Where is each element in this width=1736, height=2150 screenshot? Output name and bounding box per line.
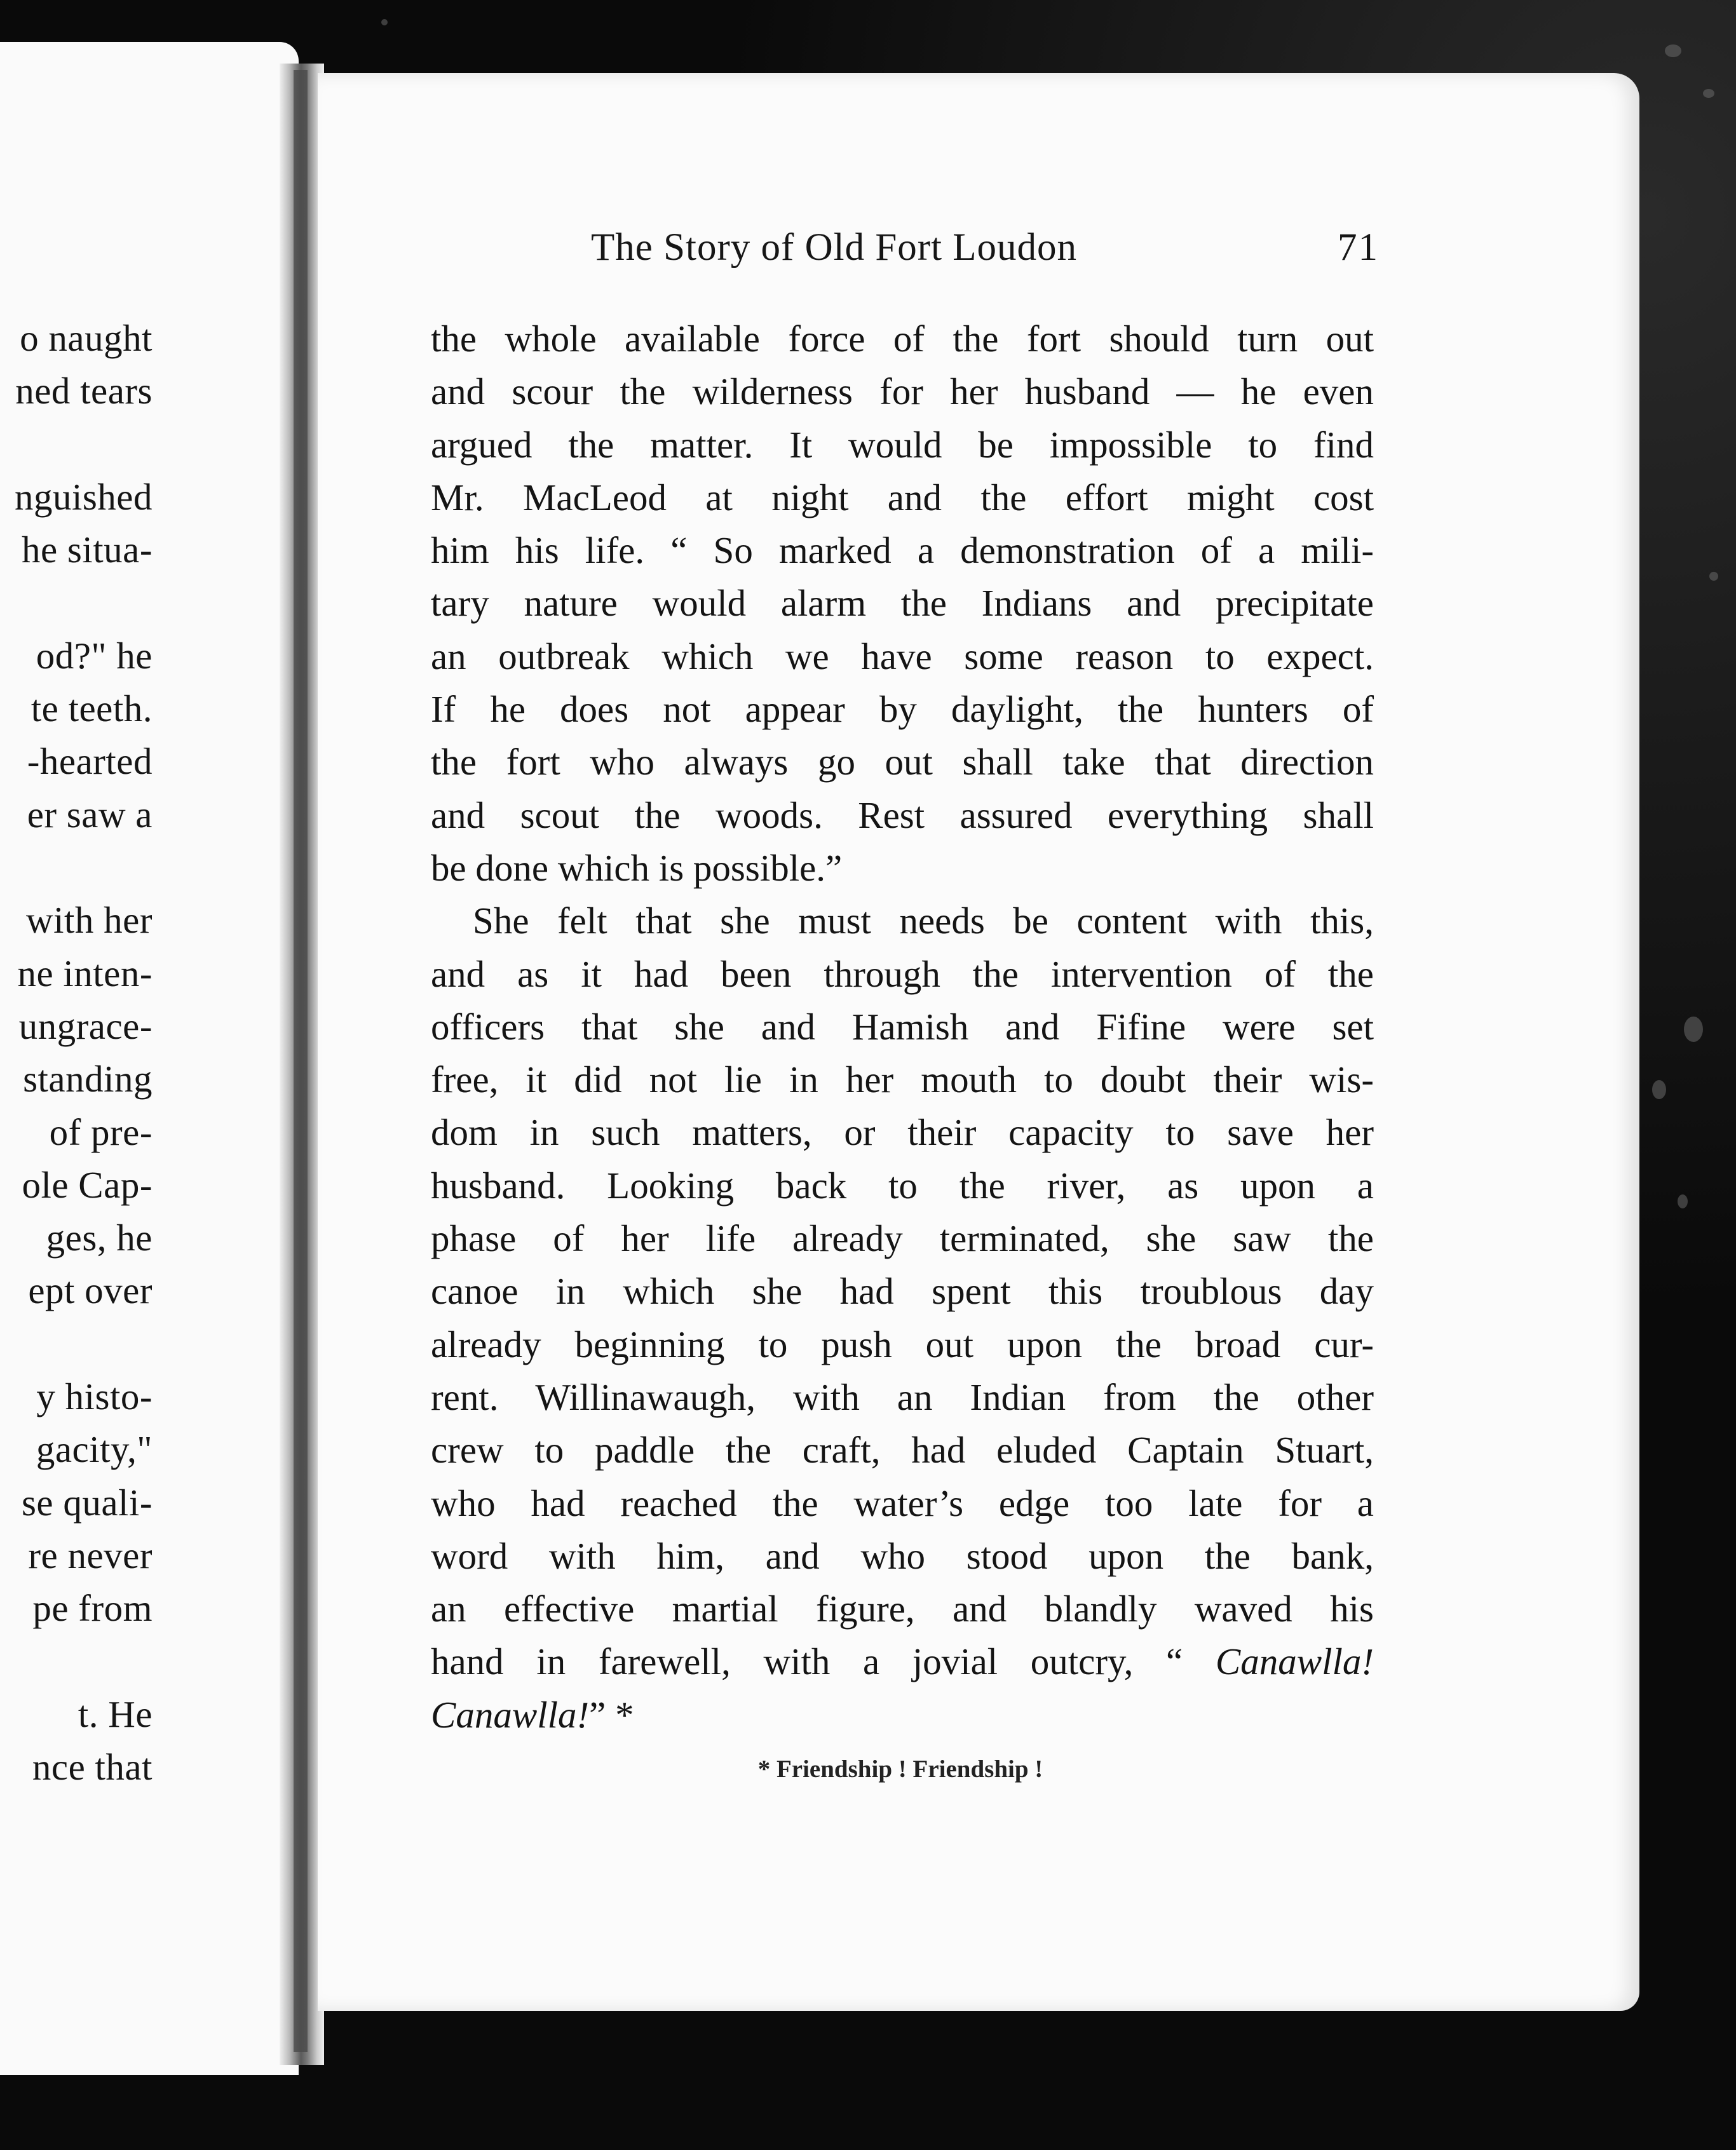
left-page-line: re never bbox=[28, 1534, 153, 1576]
left-page-line: standing bbox=[23, 1058, 153, 1100]
left-page-line: te teeth. bbox=[31, 687, 153, 730]
text-line: canoe in which she had spent this troublous day bbox=[431, 1270, 1374, 1313]
left-page-line: ned tears bbox=[15, 370, 153, 412]
text-line: be done which is possible.” bbox=[431, 846, 843, 889]
text-line-prefix: hand in farewell, with a jovial outcry, “ bbox=[431, 1640, 1216, 1683]
text-line: word with him, and who stood upon the bank, bbox=[431, 1534, 1374, 1577]
text-line: who had reached the water’s edge too late for a bbox=[431, 1482, 1374, 1524]
left-page-line: ne inten- bbox=[17, 952, 153, 994]
text-line: him his life. “ So marked a demonstration of a mili- bbox=[431, 529, 1374, 572]
text-line: crew to paddle the craft, had eluded Captain Stuart, bbox=[431, 1429, 1374, 1471]
text-line: dom in such matters, or their capacity to save her bbox=[431, 1111, 1374, 1154]
left-page-line: ungrace- bbox=[18, 1004, 153, 1047]
left-page-line: ges, he bbox=[46, 1217, 153, 1259]
text-line: husband. Looking back to the river, as upon a bbox=[431, 1164, 1374, 1207]
left-page-line: nce that bbox=[32, 1746, 153, 1788]
text-line: If he does not appear by daylight, the hunters of bbox=[431, 688, 1374, 731]
footnote bbox=[0, 1755, 1736, 1793]
left-page-line: o naught bbox=[20, 317, 153, 359]
text-line: Mr. MacLeod at night and the effort might cost bbox=[431, 476, 1374, 518]
left-page-line: -hearted bbox=[27, 740, 153, 783]
text-line bbox=[431, 1689, 1374, 1741]
text-line: the fort who always go out shall take that direction bbox=[431, 741, 1374, 783]
left-page-line: nguished bbox=[14, 475, 153, 518]
text-line: argued the matter. It would be impossible to find bbox=[431, 423, 1374, 466]
text-line: the whole available force of the fort should turn out bbox=[431, 318, 1374, 360]
footnote-text: * Friendship ! Friendship ! bbox=[757, 1755, 1043, 1783]
text-line: an outbreak which we have some reason to expect. bbox=[431, 635, 1374, 677]
left-page-line: er saw a bbox=[27, 793, 153, 835]
running-title: The Story of Old Fort Loudon bbox=[591, 226, 1078, 269]
text-line: phase of her life already terminated, she saw the bbox=[431, 1217, 1374, 1260]
left-page-line: od?" he bbox=[36, 634, 153, 677]
left-page-line: of pre- bbox=[49, 1111, 153, 1153]
italic-phrase: Canawlla! bbox=[1215, 1640, 1374, 1683]
text-line bbox=[431, 1635, 1374, 1688]
text-line: officers that she and Hamish and Fifine were set bbox=[431, 1005, 1374, 1048]
left-page-line: ept over bbox=[28, 1269, 153, 1312]
page-number: 71 bbox=[1338, 226, 1379, 269]
left-page-line: ole Cap- bbox=[22, 1163, 153, 1206]
text-line: rent. Willinawaugh, with an Indian from the other bbox=[431, 1376, 1374, 1418]
italic-phrase: Canawlla! bbox=[431, 1693, 590, 1736]
running-head bbox=[591, 226, 1379, 283]
text-line: and scour the wilderness for her husband — he even bbox=[431, 370, 1374, 413]
text-line: and as it had been through the intervention of the bbox=[431, 952, 1374, 995]
left-page-line: t. He bbox=[78, 1693, 153, 1735]
text-line-suffix: ” * bbox=[589, 1693, 634, 1736]
left-page-line: gacity," bbox=[36, 1428, 153, 1471]
text-line: already beginning to push out upon the broad cur- bbox=[431, 1323, 1374, 1365]
text-line: an effective martial figure, and blandly waved his bbox=[431, 1588, 1374, 1630]
left-page-line: he situa- bbox=[21, 529, 153, 571]
text-line: free, it did not lie in her mouth to doubt their wis- bbox=[431, 1058, 1374, 1101]
text-line: tary nature would alarm the Indians and precipitate bbox=[431, 582, 1374, 625]
left-page-line: y histo- bbox=[36, 1376, 153, 1417]
paragraph-first-line: She felt that she must needs be content with this, bbox=[473, 900, 1374, 942]
text-line: and scout the woods. Rest assured everything shall bbox=[431, 794, 1374, 836]
left-page-line: with her bbox=[26, 899, 153, 942]
left-page-line: pe from bbox=[32, 1587, 153, 1630]
left-page-line: se quali- bbox=[21, 1481, 153, 1524]
body-text bbox=[431, 313, 1374, 1741]
